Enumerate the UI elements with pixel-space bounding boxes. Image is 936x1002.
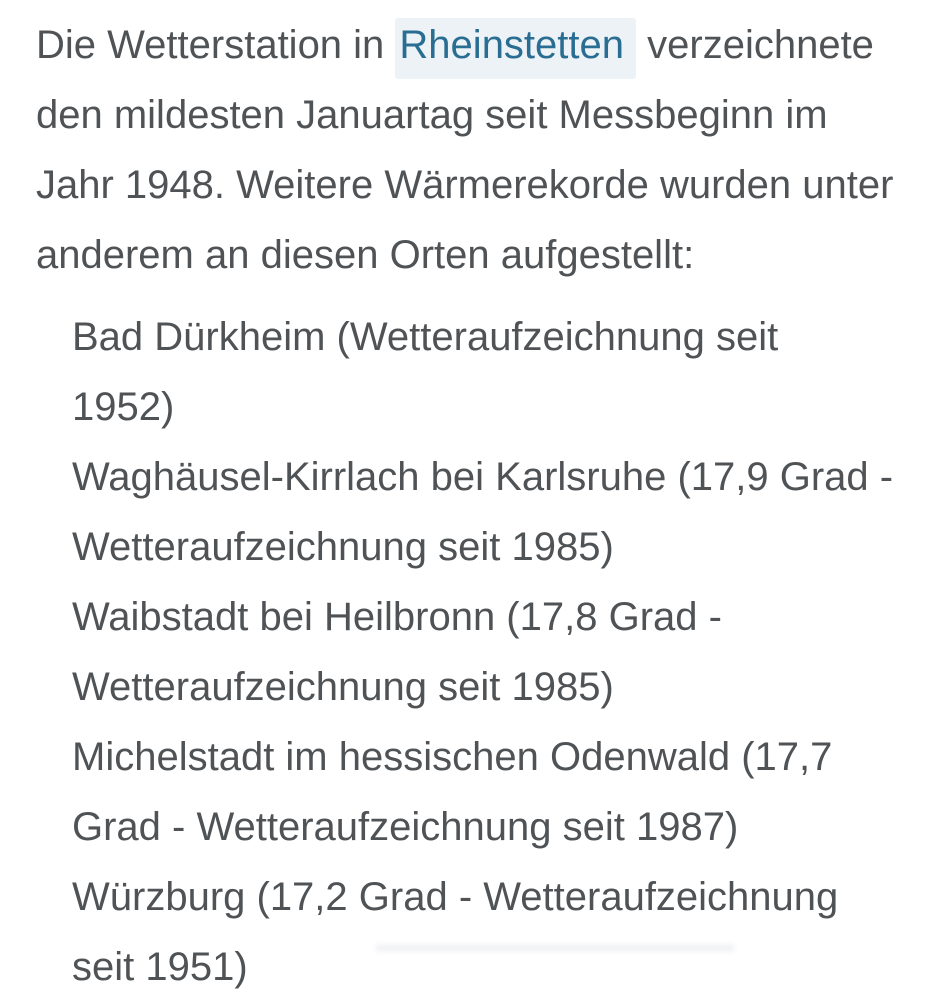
list-item-line: Wetteraufzeichnung seit 1985) [72,665,614,709]
intro-line-4: anderem an diesen Orten aufgestellt: [36,233,695,277]
intro-line-3: Jahr 1948. Weitere Wärmerekorde wurden unter [36,163,894,207]
list-item-line: Grad - Wetteraufzeichnung seit 1987) [72,805,739,849]
list-item-text [72,722,900,862]
list-item [36,442,900,582]
list-item-line: Waibstadt bei Heilbronn (17,8 Grad - [72,595,722,639]
list-item-text [72,442,900,582]
list-item-line: Michelstadt im hessischen Odenwald (17,7 [72,735,833,779]
list-item-line: Wetteraufzeichnung seit 1985) [72,525,614,569]
list-item-text [72,582,900,722]
list-item-line: Würzburg (17,2 Grad - Wetteraufzeichnung [72,875,839,919]
intro-line-1 [36,10,900,80]
list-item-text [72,302,900,442]
intro-line-2: den mildesten Januartag seit Messbeginn im [36,93,828,137]
intro-line-1-before-link: Die Wetterstation in [36,23,396,67]
list-item-text [72,862,900,1002]
list-item [36,302,900,442]
list-item-line: 1952) [72,385,175,429]
intro-line-1-after-link: verzeichnete [636,23,874,67]
list-item [36,862,900,1002]
list-item [36,722,900,862]
rheinstetten-link[interactable]: Rheinstetten [395,18,636,79]
list-item-line: seit 1951) [72,945,248,989]
list-item-line: Waghäusel-Kirrlach bei Karlsruhe (17,9 Grad - [72,455,894,499]
list-item-line: Bad Dürkheim (Wetteraufzeichnung seit [72,315,779,359]
intro-paragraph [36,10,900,290]
records-list [36,302,900,1002]
list-item [36,582,900,722]
